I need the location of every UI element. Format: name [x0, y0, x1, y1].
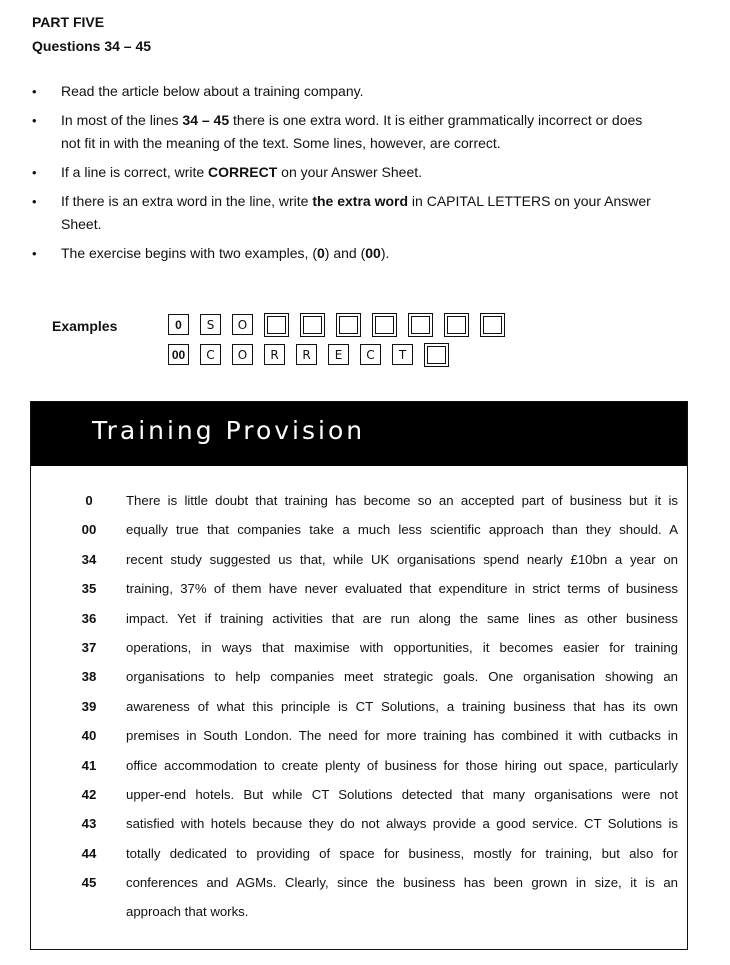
instruction-text: ). [380, 245, 390, 261]
line-text: approach that works. [126, 904, 249, 920]
article-title: Training Provision [92, 416, 366, 445]
line-number: 40 [81, 728, 97, 744]
bullet-icon: • [32, 194, 37, 209]
instruction-text: In most of the lines [61, 112, 183, 128]
line-text: satisfied with hotels because they do not always provide a good service. CT Solutions is [126, 816, 678, 832]
instruction-text: CORRECT [208, 164, 278, 180]
line-text: There is little doubt that training has become so an accepted part of business but it is [126, 493, 678, 508]
answer-box [480, 313, 505, 337]
article-frame [30, 401, 688, 950]
instruction-text: there is one extra word. It is either grammatically incorrect or does not fit in with the meaning of the text. Some lines, however, are correct. [61, 112, 643, 151]
answer-box [300, 313, 325, 337]
article-line [31, 606, 687, 635]
answer-box-inner [483, 316, 502, 334]
line-text: equally true that companies take a much less scientific approach than they should. A [126, 522, 678, 538]
instruction-text: ) and ( [324, 245, 366, 261]
answer-box: R [264, 344, 285, 365]
line-text: premises in South London. The need for more training has combined it with cutbacks in [126, 728, 678, 744]
instruction-text: 00 [365, 245, 381, 261]
article-line [31, 841, 687, 870]
answer-box-inner [447, 316, 466, 334]
line-number: 37 [81, 639, 97, 655]
line-number: 42 [81, 786, 97, 802]
line-text: impact. Yet if training activities that are run along the same lines as other business [126, 610, 678, 626]
article-line [31, 870, 687, 899]
article-line [31, 488, 687, 517]
line-number: 41 [81, 757, 97, 773]
line-number: 35 [81, 581, 97, 597]
answer-box-inner [375, 316, 394, 334]
article-line [31, 694, 687, 723]
article-line [31, 782, 687, 811]
line-text: awareness of what this principle is CT Solutions, a training business that has its own [126, 698, 678, 714]
line-text: conferences and AGMs. Clearly, since the business has been grown in size, it is an [126, 875, 678, 891]
example-number-box: 0 [168, 314, 189, 335]
bullet-icon: • [32, 165, 37, 180]
line-number: 36 [81, 610, 97, 626]
example-row-00 [168, 344, 460, 367]
article-line [31, 811, 687, 840]
instruction-item [32, 80, 652, 103]
article-header-band [31, 402, 687, 466]
article-line [31, 517, 687, 546]
answer-box: C [360, 344, 381, 365]
answer-box: E [328, 344, 349, 365]
line-text: office accommodation to create plenty of business for those hiring out space, particularly [126, 757, 678, 773]
bullet-icon: • [32, 84, 37, 99]
instruction-text: in CAPITAL LETTERS on your Answer Sheet. [61, 193, 651, 232]
answer-box [424, 343, 449, 367]
answer-box-inner [427, 346, 446, 364]
instruction-text: Read the article below about a training company. [61, 83, 364, 99]
answer-box: O [232, 344, 253, 365]
line-number: 00 [81, 522, 97, 538]
article-line [31, 635, 687, 664]
instruction-text: 0 [317, 245, 325, 261]
instruction-text: The exercise begins with two examples, ( [61, 245, 317, 261]
line-number: 43 [81, 816, 97, 832]
line-text: organisations to help companies meet strategic goals. One organisation showing an [126, 669, 678, 685]
answer-box [408, 313, 433, 337]
answer-box: O [232, 314, 253, 335]
example-row-0 [168, 314, 516, 337]
line-number: 45 [81, 875, 97, 891]
answer-box-inner [411, 316, 430, 334]
article-line [31, 547, 687, 576]
answer-box-inner [339, 316, 358, 334]
example-number-box: 00 [168, 344, 189, 365]
line-text: operations, in ways that maximise with opportunities, it becomes easier for training [126, 639, 678, 655]
instruction-text: If there is an extra word in the line, write [61, 193, 313, 209]
line-text: totally dedicated to providing of space for business, mostly for training, but also for [126, 845, 678, 861]
answer-box-inner [303, 316, 322, 334]
article-line [31, 899, 687, 928]
bullet-icon: • [32, 246, 37, 261]
answer-box: C [200, 344, 221, 365]
answer-box: T [392, 344, 413, 365]
bullet-icon: • [32, 113, 37, 128]
instructions-list [32, 80, 652, 271]
instruction-item [32, 109, 652, 155]
examples-label: Examples [52, 318, 118, 334]
questions-range: Questions 34 – 45 [32, 38, 152, 54]
line-number: 34 [81, 551, 97, 567]
instruction-text: the extra word [312, 193, 409, 209]
answer-box [372, 313, 397, 337]
instruction-text: 34 – 45 [182, 112, 230, 128]
instruction-text: If a line is correct, write [61, 164, 209, 180]
answer-box [336, 313, 361, 337]
instruction-item [32, 190, 652, 236]
line-text: upper-end hotels. But while CT Solutions detected that many organisations were not [126, 786, 678, 802]
line-number: 39 [81, 698, 97, 714]
line-number: 0 [85, 493, 93, 508]
answer-box-inner [267, 316, 286, 334]
article-line [31, 723, 687, 752]
line-number: 38 [81, 669, 97, 685]
answer-box [264, 313, 289, 337]
answer-box: R [296, 344, 317, 365]
article-line [31, 664, 687, 693]
part-title: PART FIVE [32, 14, 105, 30]
line-text: training, 37% of them have never evaluated that expenditure in strict terms of business [126, 581, 678, 597]
instruction-text: on your Answer Sheet. [277, 164, 423, 180]
instruction-item [32, 242, 652, 265]
article-line [31, 753, 687, 782]
answer-box: S [200, 314, 221, 335]
article-lines [31, 488, 687, 929]
article-line [31, 576, 687, 605]
answer-box [444, 313, 469, 337]
instruction-item [32, 161, 652, 184]
line-text: recent study suggested us that, while UK organisations spend nearly £10bn a year on [126, 551, 678, 567]
line-number: 44 [81, 845, 97, 861]
